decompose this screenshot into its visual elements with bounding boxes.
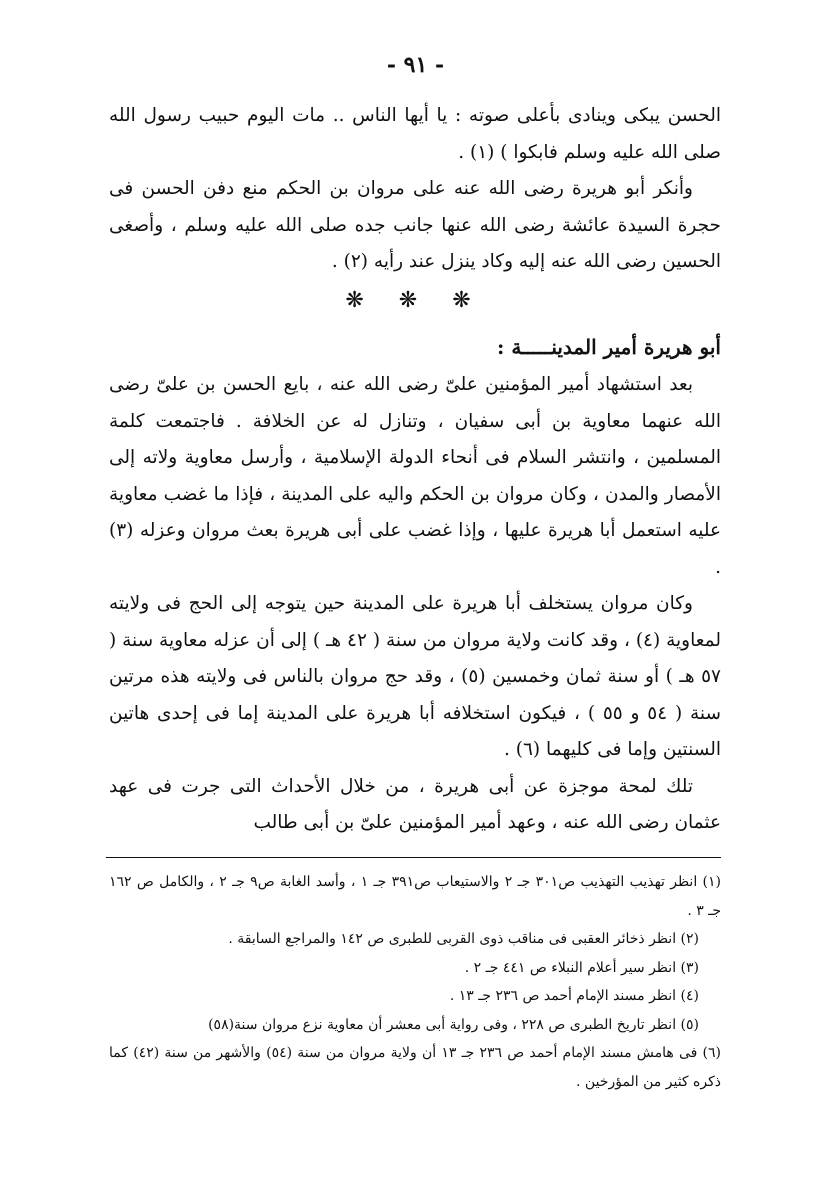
paragraph: الحسن يبكى وينادى بأعلى صوته : يا أيها الناس .. مات اليوم حبيب رسول الله صلى الله عليه وسلم فابكوا ) (١) . (109, 105, 721, 163)
footnote: (١) انظر تهذيب التهذيب ص٣٠١ جـ ٢ والاستيعاب ص٣٩١ جـ ١ ، وأسد الغابة ص٩ جـ ٢ ، والكامل ص ١٦٢ جـ ٣ . (109, 874, 721, 919)
footnotes (109, 868, 721, 1096)
paragraph: وأنكر أبو هريرة رضى الله عنه على مروان بن الحكم منع دفن الحسن فى حجرة السيدة عائشة رضى الله عنها جانب جده صلى الله عليه وسلم ، وأصغى الحسين رضى الله عنه إليه وكاد ينزل عند رأيه (٢) . (109, 178, 721, 272)
paragraph: وكان مروان يستخلف أبا هريرة على المدينة حين يتوجه إلى الحج فى ولايته لمعاوية (٤) ، وقد كانت ولاية مروان من سنة ( ٤٢ هـ ) إلى أن عزله معاوية سنة ( ٥٧ هـ ) أو سنة ثمان وخمسين (٥) ، وقد حج مروان بالناس فى ولايته هذه مرتين سنة ( ٥٤ و ٥٥ ) ، فيكون استخلافه أبا هريرة على المدينة إما فى إحدى هاتين السنتين وإما فى كليهما (٦) . (109, 593, 722, 760)
main-text (109, 98, 721, 842)
page-number: - ٩١ - (386, 52, 445, 78)
footnote: (٢) انظر ذخائر العقبى فى مناقب ذوى القربى للطبرى ص ١٤٢ والمراجع السابقة . (228, 931, 699, 947)
footnote: (٦) فى هامش مسند الإمام أحمد ص ٢٣٦ جـ ١٣ أن ولاية مروان من سنة (٥٤) والأشهر من سنة (٤٢) كما ذكره كثير من المؤرخين . (109, 1045, 722, 1090)
section-separator: ❋ ❋ ❋ (345, 287, 485, 313)
footnote-divider (106, 857, 721, 858)
paragraph: بعد استشهاد أمير المؤمنين علىّ رضى الله عنه ، بايع الحسن بن علىّ رضى الله عنهما معاوية بن أبى سفيان ، وتنازل له عن الخلافة . فاجتمعت كلمة المسلمين ، وانتشر السلام فى أنحاء الدولة الإسلامية ، وأرسل معاوية ولاته إلى الأمصار والمدن ، وكان مروان بن الحكم واليه على المدينة ، فإذا ما غضب معاوية عليه استعمل أبا هريرة عليها ، وإذا غضب على أبى هريرة بعث مروان وعزله (٣) . (109, 374, 721, 578)
footnote: (٤) انظر مسند الإمام أحمد ص ٢٣٦ جـ ١٣ . (449, 988, 699, 1004)
footnote: (٣) انظر سير أعلام النبلاء ص ٤٤١ جـ ٢ . (464, 959, 699, 976)
section-heading: أبو هريرة أمير المدينـــــة : (496, 334, 721, 359)
paragraph: تلك لمحة موجزة عن أبى هريرة ، من خلال الأحداث التى جرت فى عهد عثمان رضى الله عنه ، وعهد أمير المؤمنين علىّ بن أبى طالب (109, 775, 721, 833)
footnote: (٥) انظر تاريخ الطبرى ص ٢٢٨ ، وفى رواية أبى معشر أن معاوية نزع مروان سنة(٥٨) (208, 1016, 699, 1033)
